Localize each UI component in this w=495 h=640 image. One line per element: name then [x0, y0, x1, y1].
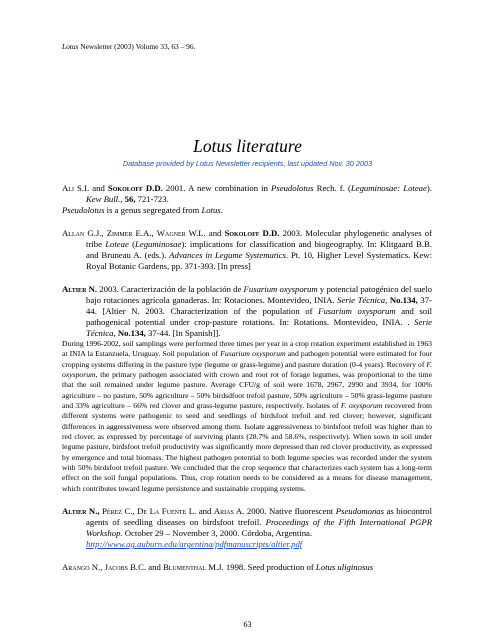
- citation-text: ).: [426, 183, 432, 193]
- volume: 56,: [124, 194, 136, 204]
- abstract: [62, 339, 432, 494]
- author-surname: Arias: [213, 506, 234, 517]
- author-initials: W.L. and: [185, 228, 225, 238]
- series-name: Serie Técnica,: [337, 295, 388, 305]
- reference-entry: [62, 562, 432, 573]
- reference-list: [62, 183, 432, 585]
- page-subtitle: Database provided by Lotus Newsletter recipients, last updated Nov. 30 2003: [122, 159, 373, 168]
- series-name: Serie Técnica,: [86, 317, 432, 338]
- taxon-name: F. oxysporum: [340, 401, 383, 411]
- citation-text: 1998. Seed production of: [223, 562, 316, 573]
- author-initials: D.D.: [142, 183, 163, 193]
- author-initials: L. and: [186, 506, 214, 517]
- author-surname: Jacobs: [104, 562, 128, 573]
- taxon-name: Leguminosae: [135, 239, 182, 249]
- author-initials: N.,: [86, 506, 103, 517]
- author-surname: Allan: [62, 228, 85, 238]
- taxon-name: Loteae: [105, 239, 129, 249]
- author-surname: Arango: [62, 562, 90, 573]
- entry-note: [62, 205, 432, 216]
- taxon-name: Pseudolotus: [62, 205, 105, 215]
- author-initials: N.: [86, 284, 98, 294]
- citation-text: 37-44. [Altier N. 2003. Characterization of the population of: [86, 295, 432, 316]
- author-initials: C.,: [121, 506, 138, 517]
- citation: [62, 183, 432, 205]
- author-surname: Altier: [62, 284, 87, 294]
- citation-text: . Pt. 10, Higher Level Systematics. Kew: Royal Botanic Gardens, pp. 371-393. [In press]: [86, 250, 432, 271]
- abstract-text: recovered from different systems were pathogenic to seed and seedlings of birdsfoot trefoil and red clover; however, significant differences in aggressiveness were observed among them. Isolate aggressiveness to birdsfoot trefoil was higher than to red clover, as expressed by percentage of surviving plants (28.7% and 58.6%, respectively). When sown in soil under legume pasture, birdsfoot trefoil productivity was significantly more depressed than red clover productivity, as expressed by emergence and total biomass. The highest pathogen potential to both legume species was recorded under the system with 50% birdsfoot trefoil pasture. We concluded that the crop sequence that characterizes each system has a long-term effect on the soil fungal populations. Thus, crop rotation needs to be considered as a means for disease management, which contributes toward legume persistence and sustainable cropping systems.: [62, 401, 432, 493]
- author-initials: B.C. and: [127, 562, 163, 573]
- proceedings-title: Proceedings of the Fifth International PGPR Workshop.: [86, 517, 432, 539]
- taxon-name: Lotus uliginosus: [315, 562, 374, 573]
- author-surname: Altier: [62, 506, 87, 517]
- author-surname: Zimmer: [106, 228, 133, 238]
- reference-entry: [62, 506, 432, 550]
- citation-text: 2000. Native fluorescent: [244, 506, 336, 517]
- page-title: Lotus literature: [193, 136, 302, 156]
- reference-entry: [62, 284, 432, 494]
- taxon-name: Fusarium oxysporum: [243, 284, 318, 294]
- abstract-text: , the primary pathogen associated with crown and root rot of forage legumes, was proportional to the time that the soil remained under legume pasture. Average CFU/g of soil were 1678, 2967, 2990 and 3934, for 100% agriculture – no pasture, 50% agriculture – 50% birdsdfoot trefoil pasture, 50% agriculture – 50% grass-legume pasture and 33% agriculture – 66% red clover and grass-legume pasture, respectively. Isolates of: [62, 370, 432, 411]
- header-info: Newsletter (2003) Volume 33, 63 – 96.: [78, 42, 196, 51]
- note-text: is a genus segregated from: [104, 205, 202, 215]
- author-surname: Pérez: [102, 506, 122, 517]
- citation: [62, 228, 432, 272]
- citation: [62, 506, 432, 539]
- author-surname: Wagner: [156, 228, 186, 238]
- pages: 721-723.: [135, 194, 169, 204]
- citation-text: October 29 – November 3, 2000. Córdoba, Argentina.: [122, 528, 313, 539]
- author-surname: Ali: [62, 183, 74, 193]
- citation-text: 2003. Molecular phylogenetic analyses of tribe: [86, 228, 432, 249]
- citation-text: ): implications for classification and biogeography. In: Klitgaard B.B. and Bruneau A. (eds.).: [86, 239, 433, 260]
- note-text: .: [220, 205, 223, 215]
- citation-text: 37-44. [In Spanish]].: [145, 328, 221, 338]
- taxon-name: Pseudomonas: [335, 506, 385, 517]
- citation-text: y potencial patogénico del suelo bajo rotaciones agrícola ganaderas. In: Rotaciones. Montevideo, INIA.: [86, 284, 432, 305]
- series-number: No.134,: [387, 295, 418, 305]
- author-surname: De La Fuente: [137, 506, 187, 517]
- citation-text: 2003. Caracterización de la población de: [97, 284, 244, 294]
- citation-text: as biocontrol agents of seedling diseases on birdsfoot trefoil.: [86, 506, 433, 528]
- journal-name: Kew Bull.: [86, 194, 121, 204]
- author-initials: G.J.,: [84, 228, 107, 238]
- series-number: No.134,: [115, 328, 146, 338]
- citation-text: ,: [120, 194, 125, 204]
- author-initials: M.J.: [206, 562, 224, 573]
- header-journal: Lotus: [62, 42, 79, 51]
- citation-text: Rech. f. (: [313, 183, 351, 193]
- taxon-name: Lotus: [201, 205, 221, 215]
- taxon-name: F. oxysporum: [62, 359, 432, 380]
- citation-text: 2001. A new combination in: [162, 183, 272, 193]
- author-initials: S.I. and: [73, 183, 108, 193]
- citation-text: (: [128, 239, 136, 249]
- abstract-text: and pathogen potential were estimated for four cropping systems differing in the pasture type (legume or grass-legume) and pasture duration (0-4 years). Recovery of: [62, 349, 432, 369]
- taxon-name: Fusarium oxysporum: [318, 306, 396, 316]
- author-initials: A.: [233, 506, 245, 517]
- pdf-link[interactable]: http://www.ag.auburn.edu/argentina/pdfmanuscripts/altier.pdf: [86, 539, 303, 550]
- abstract-text: During 1996-2002, soil samplings were performed three times per year in a crop rotation experiment established in 1963 at INIA la Estanzuela, Uruguay. Soil population of: [62, 339, 432, 359]
- author-initials: E.A.,: [132, 228, 157, 238]
- reference-entry: [62, 183, 432, 216]
- author-initials: D.D.: [259, 228, 280, 238]
- taxon-name: Fusarium oxysporum: [220, 349, 286, 359]
- running-header: [62, 42, 195, 51]
- taxon-name: Leguminosae: Loteae: [350, 183, 427, 193]
- author-surname: Sokoloff: [107, 183, 143, 193]
- author-surname: Blumenthal: [162, 562, 207, 573]
- citation-text: and soil pathogenical potential under crop-pasture rotations. In: Rotations. Montevideo, INIA. .: [86, 306, 432, 327]
- taxon-name: Pseudolotus: [271, 183, 314, 193]
- reference-entry: [62, 228, 432, 272]
- author-initials: N.,: [89, 562, 105, 573]
- citation: [62, 562, 432, 573]
- page-number: 63: [243, 620, 252, 629]
- book-title: Advances in Legume Systematics: [169, 250, 286, 260]
- citation: [62, 284, 432, 339]
- author-surname: Sokoloff: [224, 228, 260, 238]
